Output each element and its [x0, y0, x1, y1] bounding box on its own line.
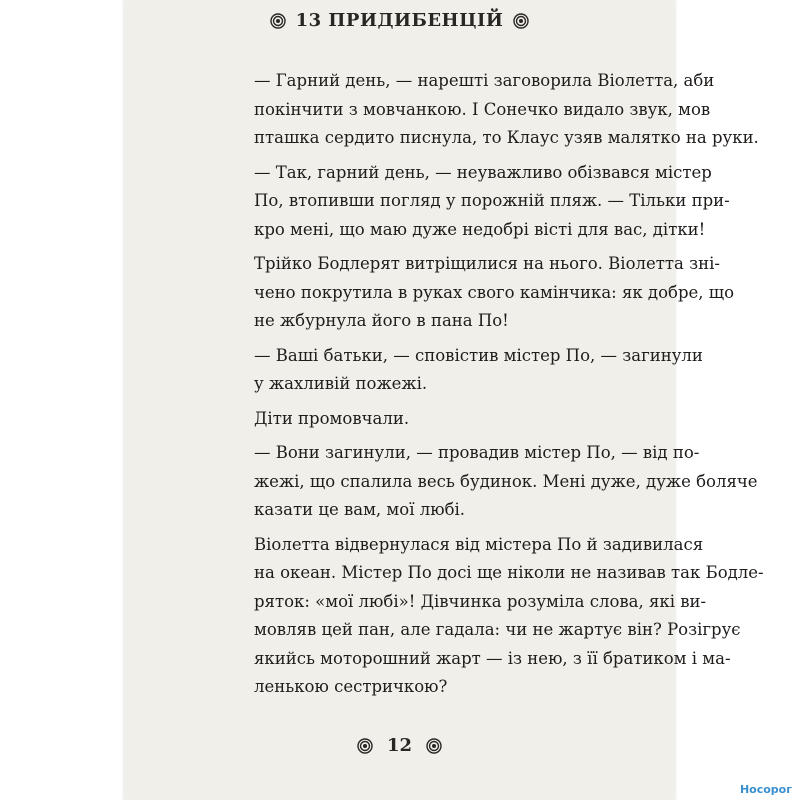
text-line: Віолетта відвернулася від містера По й задивилася — [254, 534, 704, 554]
text-line: — Ваші батьки, — сповістив містер По, — загинули — [254, 345, 703, 365]
text-line: жежі, що спалила весь будинок. Мені дуже, дуже боляче — [254, 471, 758, 491]
text-line: не жбурнула його в пана По! — [254, 311, 509, 330]
spiral-ornament-icon — [357, 738, 373, 754]
paragraph — [228, 159, 730, 245]
text-line: якийсь моторошний жарт — із нею, з її братиком і ма- — [254, 648, 731, 668]
text-line: у жахливій пожежі. — [254, 374, 428, 393]
body-text — [228, 67, 764, 708]
text-line: мовляв цей пан, але гадала: чи не жартує він? Розігрує — [254, 620, 741, 639]
text-line: ряток: «мої любі»! Дівчинка розуміла слова, які ви- — [254, 591, 707, 611]
spiral-ornament-icon — [513, 13, 529, 29]
text-line: — Вони загинули, — провадив містер По, — від по- — [254, 443, 700, 462]
spiral-ornament-icon — [270, 13, 286, 29]
text-line: пташка сердито писнула, то Клаус узяв малятко на руки. — [254, 128, 759, 147]
paragraph — [228, 250, 735, 336]
book-page — [124, 0, 764, 800]
page-folio — [124, 735, 675, 756]
running-head — [124, 10, 675, 31]
paragraph — [228, 342, 703, 399]
text-line: покінчити з мовчанкою. І Сонечко видало звук, мов — [254, 99, 711, 119]
paragraph — [228, 439, 758, 525]
text-line: — Гарний день, — нарешті заговорила Віолетта, аби — [254, 71, 715, 90]
text-line: — Так, гарний день, — неуважливо обізвався містер — [254, 162, 712, 182]
page-number: 12 — [386, 735, 413, 756]
text-line: казати це вам, мої любі. — [254, 500, 466, 519]
text-line: кро мені, що маю дуже недобрі вісті для вас, дітки! — [254, 219, 706, 239]
running-title: 13 ПРИДИБЕНЦІЙ — [295, 10, 504, 31]
text-line: Трійко Бодлерят витріщилися на нього. Віолетта зні- — [254, 254, 720, 273]
text-line: ленькою сестричкою? — [254, 677, 448, 696]
text-line: чено покрутила в руках свого камінчика: як добре, що — [254, 282, 735, 302]
paragraph — [228, 67, 759, 153]
text-line: По, втопивши погляд у порожній пляж. — Тільки при- — [254, 191, 730, 210]
spiral-ornament-icon — [426, 738, 442, 754]
paragraph — [228, 405, 700, 434]
text-line: на океан. Містер По досі ще ніколи не називав так Бодле- — [254, 563, 764, 582]
paragraph — [228, 531, 764, 702]
store-watermark: Носорог — [739, 783, 792, 796]
text-line: Діти промовчали. — [254, 408, 410, 428]
